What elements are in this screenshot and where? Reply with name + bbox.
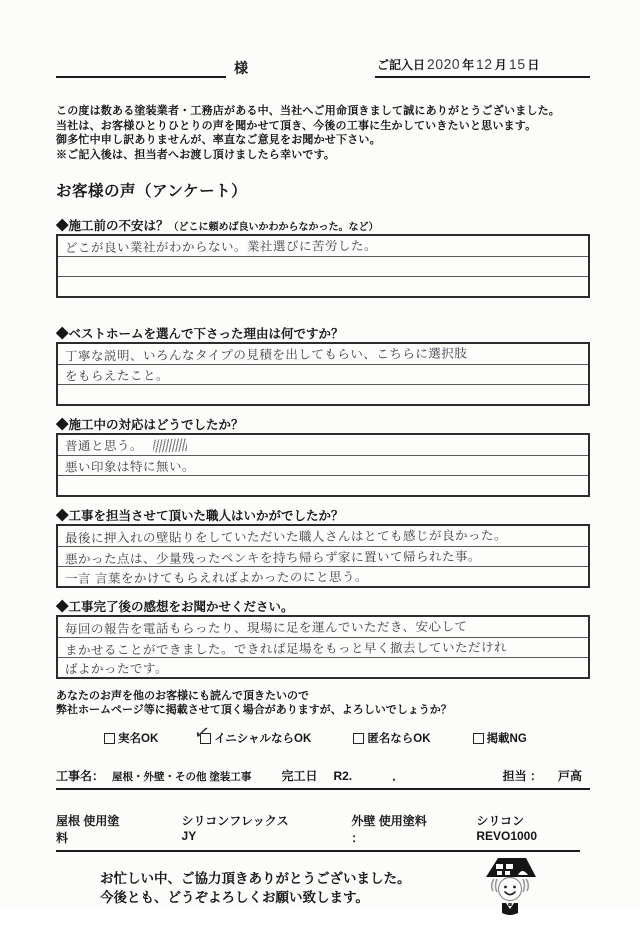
day-suffix: 日 — [527, 58, 540, 72]
closing-message: お忙しい中、ご協力頂きありがとうございました。 今後とも、どうぞよろしくお願い致します。 — [100, 871, 411, 905]
answer-row[interactable]: 最後に押入れの壁貼りをしていただいた職人さんはとても感じが良かった。 — [64, 528, 508, 546]
checkbox-no-publish[interactable]: 掲載NG — [473, 730, 527, 746]
answer-row[interactable]: ばよかったです。 — [58, 657, 588, 677]
crossed-out-word — [153, 438, 188, 453]
answer-row[interactable] — [58, 276, 588, 296]
checkbox-icon[interactable] — [473, 733, 484, 744]
checkbox-icon[interactable] — [353, 733, 364, 744]
project-label: 工事名： — [56, 769, 105, 783]
intro-line: 御多忙中申し訳ありませんが、率直なご意見をお聞かせ下さい。 — [56, 134, 381, 146]
checkbox-icon[interactable] — [104, 733, 115, 744]
intro-line: この度は数ある塗装業者・工務店がある中、当社へご用命頂きまして誠にありがとうございました。 — [56, 105, 560, 117]
question-5-label: ◆工事完了後の感想をお聞かせください。 — [56, 600, 294, 614]
answer-box-2[interactable] — [56, 342, 590, 406]
date-day-handwritten: 15 — [508, 55, 526, 73]
consent-options — [104, 721, 590, 746]
answer-row[interactable]: 一言 言葉をかけてもらえればよかったのにと思う。 — [58, 566, 588, 586]
work-name-row — [56, 767, 590, 790]
answer-box-1[interactable] — [56, 234, 590, 298]
month-suffix: 月 — [494, 58, 507, 72]
project-value: 屋根・外壁・その他 塗装工事 — [112, 771, 252, 783]
consent-line: 弊社ホームページ等に掲載させて頂く場合がありますが、よろしいでしょうか？ — [56, 704, 452, 716]
question-2-label: ◆ベストホームを選んで下さった理由は何ですか？ — [56, 327, 344, 341]
checkbox-initial-ok[interactable]: ✓ イニシャルならOK — [192, 721, 312, 746]
intro-line: 当社は、お客様ひとりひとりの声を聞かせて頂き、今後の工事に生かしていきたいと思います。 — [56, 119, 537, 132]
question-1-note: （どこに頼めば良いかわからなかった。など） — [168, 222, 379, 233]
date-year-handwritten: 2020 — [426, 55, 461, 73]
date-month-handwritten: 12 — [476, 55, 493, 73]
answer-box-5[interactable] — [56, 615, 590, 679]
completion-value: R2. — [333, 769, 353, 783]
recipient-name-blank[interactable] — [56, 58, 226, 78]
answer-row[interactable]: まかせることができました。できれば足場をもっと早く撤去していただけれ — [58, 637, 588, 657]
staff-label: 担当 ： — [502, 769, 542, 783]
completion-label: 完工日 — [281, 769, 318, 783]
answer-row[interactable]: 普通と思う。 — [58, 435, 588, 455]
answer-row[interactable]: 悪かった点は、少量残ったペンキを持ち帰らず家に置いて帰られた事。 — [58, 546, 588, 566]
answer-row[interactable] — [58, 384, 588, 404]
checkbox-realname-ok[interactable]: 実名OK — [104, 730, 158, 746]
answer-row[interactable]: 悪い印象は特に無い。 — [58, 455, 588, 475]
house-mascot-icon — [481, 855, 539, 932]
answer-box-3[interactable] — [56, 433, 590, 497]
paint-row — [56, 812, 580, 852]
answer-row[interactable] — [58, 475, 588, 495]
answer-row[interactable] — [58, 256, 588, 276]
consent-line: あなたのお声を他のお客様にも読んで頂きたいので — [56, 690, 309, 702]
recipient-suffix: 様 — [234, 60, 248, 76]
checkbox-anonymous-ok[interactable]: 匿名ならOK — [353, 730, 430, 746]
consent-paragraph — [56, 689, 590, 717]
completion-dot: ． — [392, 769, 405, 783]
closing-section — [56, 869, 590, 932]
handwritten-check-icon: ✓ — [192, 721, 213, 746]
answer-row[interactable]: 丁寧な説明、いろんなタイプの見積を出してもらい、こちらに選択肢 — [64, 346, 468, 364]
roof-paint-label: 屋根 使用塗料 — [56, 814, 120, 845]
date-label: ご記入日 — [377, 58, 426, 72]
staff-value: 戸高 — [557, 769, 582, 783]
fill-date-line — [375, 56, 590, 78]
survey-title: お客様の声（アンケート） — [56, 183, 248, 200]
question-3-label: ◆施工中の対応はどうでしたか？ — [56, 418, 244, 432]
question-1-label: ◆施工前の不安は？ （どこに頼めば良いかわからなかった。など） — [56, 219, 379, 233]
wall-paint-label: 外壁 使用塗料 ： — [351, 814, 427, 845]
intro-line: ※ご記入後は、担当者へお渡し頂けましたら幸いです。 — [56, 148, 336, 161]
answer-row[interactable]: 毎回の報告を電話もらったり、現場に足を運んでいただき、安心して — [64, 619, 468, 637]
answer-row[interactable]: どこが良い業社がわからない。業社選びに苦労した。 — [64, 238, 378, 256]
intro-paragraph — [56, 104, 590, 162]
recipient-name-line — [56, 58, 248, 78]
answer-row[interactable]: をもらえたこと。 — [58, 364, 588, 384]
answer-box-4[interactable] — [56, 524, 590, 588]
wall-paint-value: シリコンREVO1000 — [476, 814, 538, 843]
question-4-label: ◆工事を担当させて頂いた職人はいかがでしたか？ — [56, 509, 344, 523]
year-suffix: 年 — [462, 58, 475, 72]
form-header — [56, 56, 590, 78]
roof-paint-value: シリコンフレックスJY — [181, 814, 289, 843]
